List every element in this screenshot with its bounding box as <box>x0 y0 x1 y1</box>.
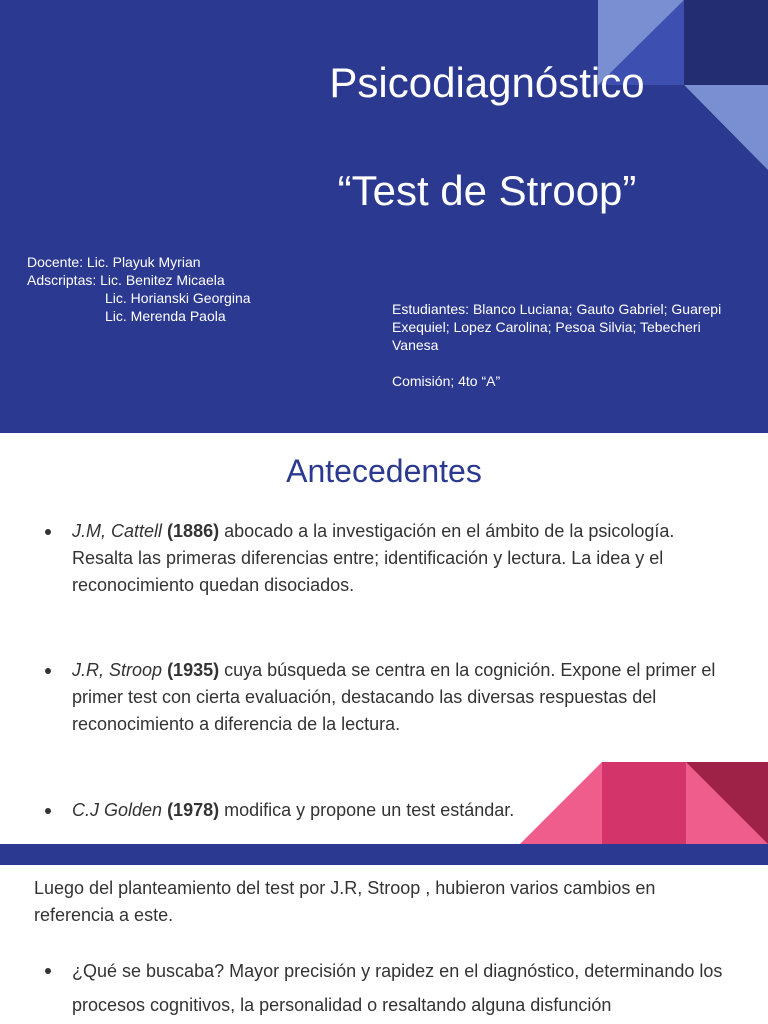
list-item <box>45 518 735 599</box>
author-year: (1978) <box>167 800 220 820</box>
item-text: modifica y propone un test estándar. <box>224 800 515 820</box>
list-item <box>45 657 735 738</box>
antecedentes-decoration <box>0 433 768 844</box>
intro-paragraph: Luego del planteamiento del test por J.R, Stroop , hubieron varios cambios en referencia a este. <box>34 878 656 925</box>
author-name: J.R, Stroop <box>72 660 163 680</box>
item-text: cuya búsqueda se centra en la cognición. Expone el primer el primer test con cierta evaluación, destacando las diversas respuestas del reconocimiento a diferencia de la lectura. <box>72 660 716 734</box>
slide-subtitle: “Test de Stroop” <box>337 167 637 214</box>
divider-band <box>0 844 768 865</box>
third-slide <box>0 865 768 1024</box>
section-heading: Antecedentes <box>286 453 482 489</box>
author-name: J.M, Cattell <box>72 521 163 541</box>
adscriptas-line: Lic. Horianski Georgina <box>105 290 251 306</box>
adscriptas-line: Adscriptas: Lic. Benitez Micaela <box>27 272 225 288</box>
students-list: Estudiantes: Blanco Luciana; Gauto Gabriel; Guarepi Exequiel; Lopez Carolina; Pesoa Silvia; Tebecheri Vanesa <box>392 301 722 353</box>
docente-line: Docente: Lic. Playuk Myrian <box>27 254 201 270</box>
item-text: ¿Qué se buscaba? Mayor precisión y rapidez en el diagnóstico, determinando los procesos cognitivos, la personalidad o resaltando alguna disfunción <box>72 961 723 1015</box>
teachers-block <box>27 253 251 325</box>
antecedentes-slide <box>0 433 768 844</box>
adscriptas-line: Lic. Merenda Paola <box>105 308 226 324</box>
slide-title: Psicodiagnóstico <box>329 59 645 106</box>
list-item <box>45 954 735 1022</box>
bullet-icon <box>45 668 51 674</box>
deco-corner-square <box>684 0 768 85</box>
author-year: (1886) <box>167 521 220 541</box>
list-item <box>45 797 735 824</box>
bullet-icon <box>45 968 51 974</box>
item-text: abocado a la investigación en el ámbito de la psicología. Resalta las primeras diferencias entre; identificación y lectura. La idea y el reconocimiento quedan disociados. <box>72 521 675 595</box>
cover-slide <box>0 0 768 433</box>
author-year: (1935) <box>167 660 220 680</box>
comision-label: Comisión; 4to “A” <box>392 373 501 389</box>
author-name: C.J Golden <box>72 800 163 820</box>
bullet-icon <box>45 808 51 814</box>
bullet-icon <box>45 529 51 535</box>
